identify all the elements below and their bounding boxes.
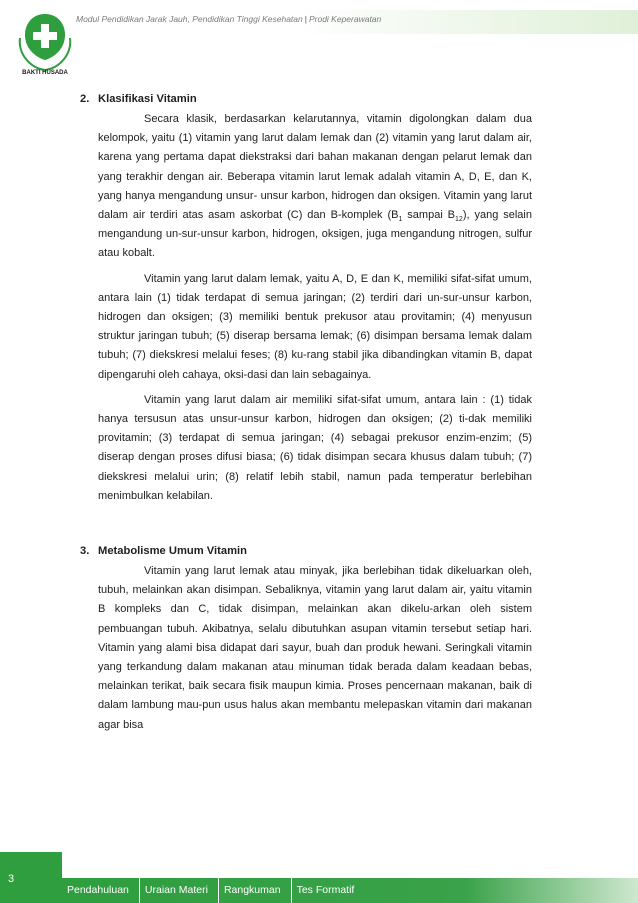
paragraph <box>98 110 532 264</box>
nav-pendahuluan[interactable]: Pendahuluan <box>62 878 140 903</box>
program-name: Prodi Keperawatan <box>308 14 382 24</box>
section-title: Klasifikasi Vitamin <box>98 93 197 105</box>
document-body <box>80 88 532 741</box>
nav-uraian-materi[interactable]: Uraian Materi <box>140 878 219 903</box>
subscript: 1 <box>398 216 403 224</box>
paragraph <box>98 562 532 735</box>
nav-tes-formatif[interactable]: Tes Formatif <box>296 884 355 896</box>
section-number: 3. <box>80 545 90 558</box>
logo-text: BAKTI HUSADA <box>22 70 68 76</box>
text-run: sampai B <box>402 209 456 222</box>
paragraph <box>98 270 532 385</box>
section-heading <box>80 540 532 562</box>
paragraph <box>98 391 532 506</box>
running-header <box>76 14 381 24</box>
page-number-tab <box>0 852 62 903</box>
footer-nav <box>62 878 364 903</box>
text-run: Secara klasik, berdasarkan kelarutannya, vitamin digolongkan dalam dua kelompok, yaitu (1) vitamin yang larut dalam lemak dan (2) vitamin yang larut dalam air, karena yang pertama dapat diekstraksi dari bahan makanan dengan pelarut lemak dan yang terakhir dengan air. Beberapa vitamin larut lemak adalah vitamin A, D, E, dan K, yang hanya mengandung unsur- unsur karbon, hidrogen dan oksigen. Vitamin yang larut dalam air terdiri atas asam askorbat (C) dan B-komplek (B <box>98 113 532 222</box>
page-number: 3 <box>8 873 15 885</box>
section-number: 2. <box>80 93 90 105</box>
module-title: Modul Pendidikan Jarak Jauh, Pendidikan Tinggi Kesehatan <box>76 14 303 24</box>
subscript: 12 <box>455 216 463 224</box>
leaf-emblem-icon <box>20 14 70 70</box>
section-heading <box>80 88 532 110</box>
text-run: Vitamin yang larut dalam lemak, yaitu A, D, E dan K, memiliki sifat-sifat umum, antara lain (1) tidak terdapat di semua jaringan; (2) terdiri dari un-sur-unsur karbon, hidrogen dan oksigen; (3) memiliki bentuk prekusor atau provitamin; (4) menyusun struktur jaringan tubuh; (5) diserap bersama lemak; (6) disimpan bersama lemak dalam tubuh; (7) diekskresi melalui feses; (8) ku-rang stabil jika dibandingkan vitamin B, dapat dipengaruhi oleh cahaya, oksi-dasi dan lain sebagainya. <box>98 272 532 381</box>
text-run: Vitamin yang larut dalam air memiliki sifat-sifat umum, antara lain : (1) tidak hanya tersusun atas unsur-unsur karbon, hidrogen dan oksigen; (2) ti-dak memiliki provitamin; (3) terdapat di semua jaringan; (4) sebagai prekusor enzim-enzim; (5) diserap dengan proses difusi biasa; (6) tidak disimpan secara khusus dalam tubuh; (7) diekskresi melalui urin; (8) relatif lebih stabil, namun pada temperatur berlebihan menimbulkan kelabilan. <box>98 393 532 502</box>
text-run: ), yang selain mengandung un-sur-unsur karbon, hidrogen, oksigen, juga mengandung nitrogen, sulfur atau kobalt. <box>98 209 532 260</box>
footer-nav-bar <box>62 878 638 903</box>
section-title: Metabolisme Umum Vitamin <box>98 545 247 558</box>
text-run: Vitamin yang larut lemak atau minyak, jika berlebihan tidak dikeluarkan oleh, tubuh, melainkan akan disimpan. Sebaliknya, vitamin yang larut dalam air, yaitu vitamin B kompleks dan C, tidak disimpan, melainkan akan dikelu-arkan oleh sistem pembuangan tubuh. Akibatnya, selalu dibutuhkan asupan vitamin tersebut setiap hari. Vitamin yang alami bisa didapat dari sayur, buah dan produk hewani. Seringkali vitamin yang terkandung dalam makanan atau minuman tidak berada dalam keadaan bebas, melainkan terikat, baik secara fisik maupun kimia. Proses pencernaan makanan, baik di dalam lambung mau-pun usus halus akan membantu melepaskan vitamin dari makanan agar bisa <box>98 565 532 731</box>
header-separator: | <box>304 14 307 24</box>
nav-rangkuman[interactable]: Rangkuman <box>219 878 292 903</box>
